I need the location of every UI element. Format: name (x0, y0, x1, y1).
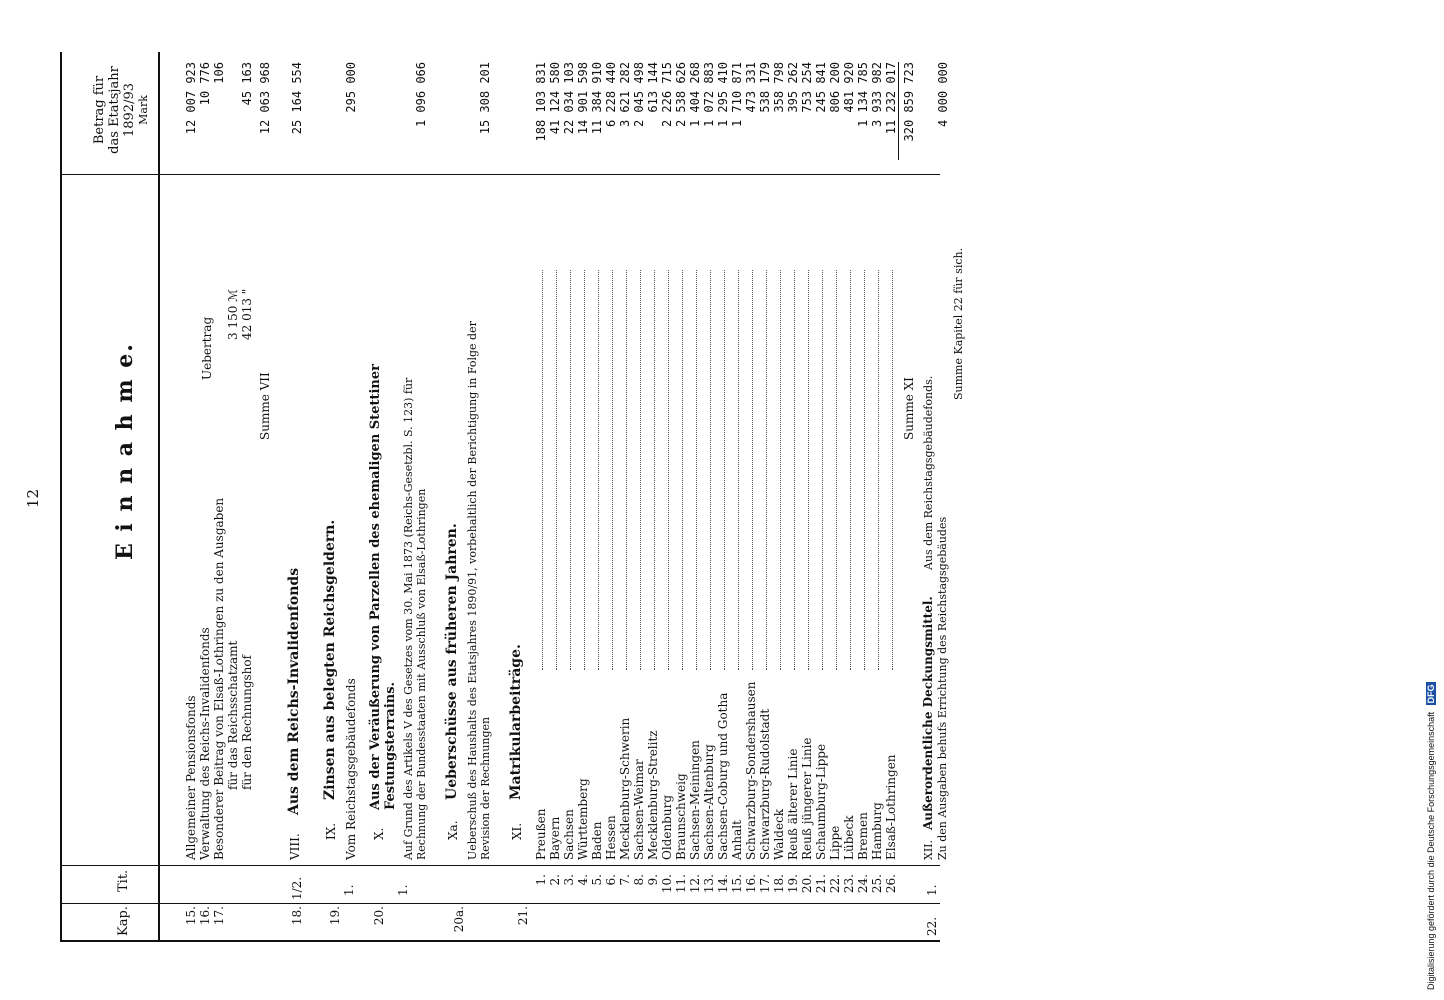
roman-viii: VIII. (288, 833, 302, 860)
row-17-sum: 45 163 (240, 62, 254, 106)
matrikular-tit: 16. (744, 874, 758, 894)
row-17-line1-text: für das Reichsschatzamt (226, 640, 240, 790)
matrikular-tit: 22. (828, 874, 842, 894)
matrikular-value: 473 331 (744, 62, 758, 113)
leader-dots (574, 270, 585, 670)
summe-vii-value: 12 063 968 (258, 62, 272, 135)
leader-dots (644, 270, 655, 670)
leader-dots (784, 270, 795, 670)
tit-18: 1/2. (290, 876, 304, 900)
matrikular-state: Preußen (534, 808, 548, 860)
matrikular-state: Bayern (548, 816, 562, 860)
row-16-text: Verwaltung des Reichs-Invalidenfonds (198, 627, 212, 860)
matrikular-tit: 23. (842, 874, 856, 894)
matrikular-state: Mecklenburg-Strelitz (646, 730, 660, 860)
uebertrag-label: Uebertrag (200, 316, 214, 380)
leader-dots (854, 270, 865, 670)
matrikular-tit: 9. (646, 874, 660, 886)
matrikular-value: 11 232 017 (884, 62, 898, 135)
matrikular-value: 14 901 598 (576, 62, 590, 135)
matrikular-tit: 6. (604, 874, 618, 886)
matrikular-tit: 19. (786, 874, 800, 894)
leader-dots (588, 270, 599, 670)
section-xii-value: 4 000 000 (936, 62, 950, 128)
amount-title-1: Betrag für (92, 75, 107, 145)
section-ix-value: 295 000 (344, 62, 358, 113)
page-title: E i n n a h m e. (112, 342, 138, 560)
leader-dots (602, 270, 613, 670)
leader-dots (700, 270, 711, 670)
leader-dots (728, 270, 739, 670)
kap-18: 18. (290, 906, 304, 926)
matrikular-state: Bremen (856, 812, 870, 860)
dfg-logo: DFG (1426, 684, 1436, 704)
kap-17: 17. (212, 906, 226, 926)
leader-dots (546, 270, 557, 670)
matrikular-tit: 8. (632, 874, 646, 886)
summe-xi-rule (898, 62, 899, 160)
matrikular-tit: 14. (716, 874, 730, 894)
matrikular-value: 188 103 831 (534, 62, 548, 142)
matrikular-value: 481 920 (842, 62, 856, 113)
amount-header (92, 50, 150, 170)
matrikular-value: 1 404 268 (688, 62, 702, 128)
leader-dots (630, 270, 641, 670)
roman-x: X. (372, 827, 386, 840)
matrikular-tit: 24. (856, 874, 870, 894)
matrikular-state: Sachsen-Weimar (632, 759, 646, 860)
tit-header: Tit. (116, 869, 131, 892)
section-ix-sub: Vom Reichstagsgebäudefonds (344, 678, 358, 860)
amount-title-2: das Etatsjahr (107, 66, 122, 154)
leader-dots (882, 270, 893, 670)
row-16 (198, 0, 211, 1000)
leader-dots (616, 270, 627, 670)
tit-20: 1. (396, 884, 410, 896)
kap-22: 22. (925, 916, 939, 936)
matrikular-state: Lübeck (842, 815, 856, 860)
section-xii-sub2: Zu den Ausgaben behufs Errichtung des Reichstagsgebäudes (936, 516, 949, 860)
matrikular-value: 3 933 982 (870, 62, 884, 128)
kap-20: 20. (372, 906, 386, 926)
matrikular-tit: 21. (814, 874, 828, 894)
matrikular-tit: 3. (562, 874, 576, 886)
section-xi-title: Matrikularbeiträge. (508, 644, 524, 800)
matrikular-state: Elsaß-Lothringen (884, 754, 898, 860)
amount-unit: Mark (137, 95, 150, 125)
kap-15: 15. (184, 906, 198, 926)
matrikular-tit: 2. (548, 874, 562, 886)
leader-dots (672, 270, 683, 670)
matrikular-state: Reuß älterer Linie (786, 748, 800, 860)
leader-dots (686, 270, 697, 670)
section-viii-title: Aus dem Reichs-Invalidenfonds (286, 567, 302, 815)
matrikular-value: 358 798 (772, 62, 786, 113)
matrikular-state: Oldenburg (660, 794, 674, 860)
kap-21: 21. (516, 906, 530, 926)
matrikular-state: Lippe (828, 825, 842, 860)
matrikular-tit: 17. (758, 874, 772, 894)
matrikular-value: 753 254 (800, 62, 814, 113)
row-15 (184, 0, 197, 1000)
tit-19: 1. (342, 884, 356, 896)
leader-dots (868, 270, 879, 670)
matrikular-value: 22 034 103 (562, 62, 576, 135)
matrikular-tit: 1. (534, 874, 548, 886)
section-x-title: Aus der Veräußerung von Parzellen des ehemaligen Stettiner Festungsterrains. (368, 364, 398, 810)
leader-dots (658, 270, 669, 670)
matrikular-state: Mecklenburg-Schwerin (618, 717, 632, 860)
kap-19: 19. (328, 906, 342, 926)
matrikular-state: Sachsen-Meiningen (688, 740, 702, 860)
matrikular-tit: 11. (674, 874, 688, 894)
row-17 (212, 0, 225, 1000)
leader-dots (770, 270, 781, 670)
summe-vii-label: Summe VII (258, 372, 272, 440)
matrikular-value: 11 384 910 (590, 62, 604, 135)
row-17-line1 (226, 0, 239, 1000)
leader-dots (742, 270, 753, 670)
leader-dots (798, 270, 809, 670)
matrikular-value: 6 228 440 (604, 62, 618, 128)
section-viii-value: 25 164 554 (290, 62, 304, 135)
matrikular-tit: 4. (576, 874, 590, 886)
leader-dots (840, 270, 851, 670)
tit-22: 1. (925, 884, 939, 896)
matrikular-value: 395 262 (786, 62, 800, 113)
section-xa-sub: Ueberschuß des Haushalts des Etatsjahres 1890/91, vorbehaltlich der Berichtigung in Folge der Revision der Rechnungen (466, 321, 492, 860)
matrikular-state: Waldeck (772, 808, 786, 860)
matrikular-value: 3 621 282 (618, 62, 632, 128)
matrikular-value: 538 179 (758, 62, 772, 113)
section-xii-sub1: Aus dem Reichstagsgebäudefonds. (922, 375, 935, 570)
matrikular-tit: 26. (884, 874, 898, 894)
matrikular-tit: 7. (618, 874, 632, 886)
matrikular-value: 245 841 (814, 62, 828, 113)
row-17-value: 106 (212, 62, 226, 84)
matrikular-state: Hessen (604, 815, 618, 860)
summe-xi-value: 320 859 723 (902, 62, 916, 142)
matrikular-tit: 20. (800, 874, 814, 894)
matrikular-value: 1 710 871 (730, 62, 744, 128)
matrikular-tit: 13. (702, 874, 716, 894)
amount-title-3: 1892/93 (122, 83, 137, 138)
matrikular-state: Reuß jüngerer Linie (800, 737, 814, 860)
roman-xii: XII. (922, 839, 935, 860)
summe-xi-label: Summe XI (902, 377, 916, 440)
row-17-line1-value: 3 150 ℳ (226, 289, 240, 340)
matrikular-tit: 25. (870, 874, 884, 894)
matrikular-value: 2 538 626 (674, 62, 688, 128)
roman-ix: IX. (324, 822, 338, 840)
matrikular-state: Braunschweig (674, 773, 688, 860)
matrikular-state: Sachsen-Altenburg (702, 744, 716, 860)
matrikular-value: 1 072 883 (702, 62, 716, 128)
leader-dots (714, 270, 725, 670)
leader-dots (812, 270, 823, 670)
matrikular-value: 1 134 785 (856, 62, 870, 128)
matrikular-state: Schwarzburg-Sondershausen (744, 681, 758, 860)
section-x-value: 1 096 066 (414, 62, 428, 128)
matrikular-state: Württemberg (576, 778, 590, 860)
matrikular-value: 41 124 580 (548, 62, 562, 135)
row-17-line2-value: 42 013 " (240, 288, 254, 340)
roman-xi: XI. (510, 822, 524, 840)
matrikular-value: 806 200 (828, 62, 842, 113)
roman-xa: Xa. (446, 820, 460, 840)
matrikular-value: 2 226 715 (660, 62, 674, 128)
footer-credit (1426, 682, 1436, 990)
matrikular-state: Anhalt (730, 820, 744, 860)
page-number: 12 (24, 488, 42, 508)
kap-20a: 20a. (452, 906, 466, 933)
matrikular-tit: 15. (730, 874, 744, 894)
kap-16: 16. (198, 906, 212, 926)
matrikular-state: Hamburg (870, 802, 884, 860)
section-xa-value: 15 308 201 (478, 62, 492, 135)
section-xii-title: Außerordentliche Deckungsmittel. (921, 596, 935, 830)
top-rule (60, 52, 62, 942)
matrikular-state: Schaumburg-Lippe (814, 743, 828, 860)
matrikular-state: Sachsen-Coburg und Gotha (716, 692, 730, 860)
leader-dots (826, 270, 837, 670)
row-15-text: Allgemeiner Pensionsfonds (184, 695, 198, 860)
leader-dots (756, 270, 767, 670)
row-17-line2 (240, 0, 253, 1000)
matrikular-value: 2 045 498 (632, 62, 646, 128)
matrikular-tit: 10. (660, 874, 674, 894)
summe-kapitel-22-label: Summe Kapitel 22 für sich. (952, 247, 965, 400)
row-15-value: 12 007 923 (184, 62, 198, 135)
section-xa-title: Ueberschüsse aus früheren Jahren. (444, 523, 460, 800)
matrikular-tit: 5. (590, 874, 604, 886)
matrikular-tit: 18. (772, 874, 786, 894)
matrikular-row (884, 0, 897, 1000)
footer-text: Digitalisierung gefördert durch die Deutsche Forschungsgemeinschaft (1426, 711, 1436, 990)
section-ix-title: Zinsen aus belegten Reichsgeldern. (322, 519, 338, 800)
row-17-text: Besonderer Beitrag von Elsaß-Lothringen zu den Ausgaben (212, 497, 226, 860)
matrikular-value: 1 295 410 (716, 62, 730, 128)
matrikular-state: Schwarzburg-Rudolstadt (758, 708, 772, 860)
header-rule (158, 52, 160, 942)
row-17-line2-text: für den Rechnungshof (240, 654, 254, 790)
matrikular-tit: 12. (688, 874, 702, 894)
section-x-sub: Auf Grund des Artikels V des Gesetzes vom 30. Mai 1873 (Reichs-Gesetzbl. S. 123) für Rechnung der Bundesstaaten mit Ausschluß von Elsaß-Lothringen (402, 377, 428, 860)
leader-dots (560, 270, 571, 670)
matrikular-state: Baden (590, 821, 604, 860)
leader-dots (532, 270, 543, 670)
matrikular-state: Sachsen (562, 809, 576, 860)
row-16-value: 10 776 (198, 62, 212, 106)
kap-header: Kap. (116, 906, 131, 936)
matrikular-value: 613 144 (646, 62, 660, 113)
